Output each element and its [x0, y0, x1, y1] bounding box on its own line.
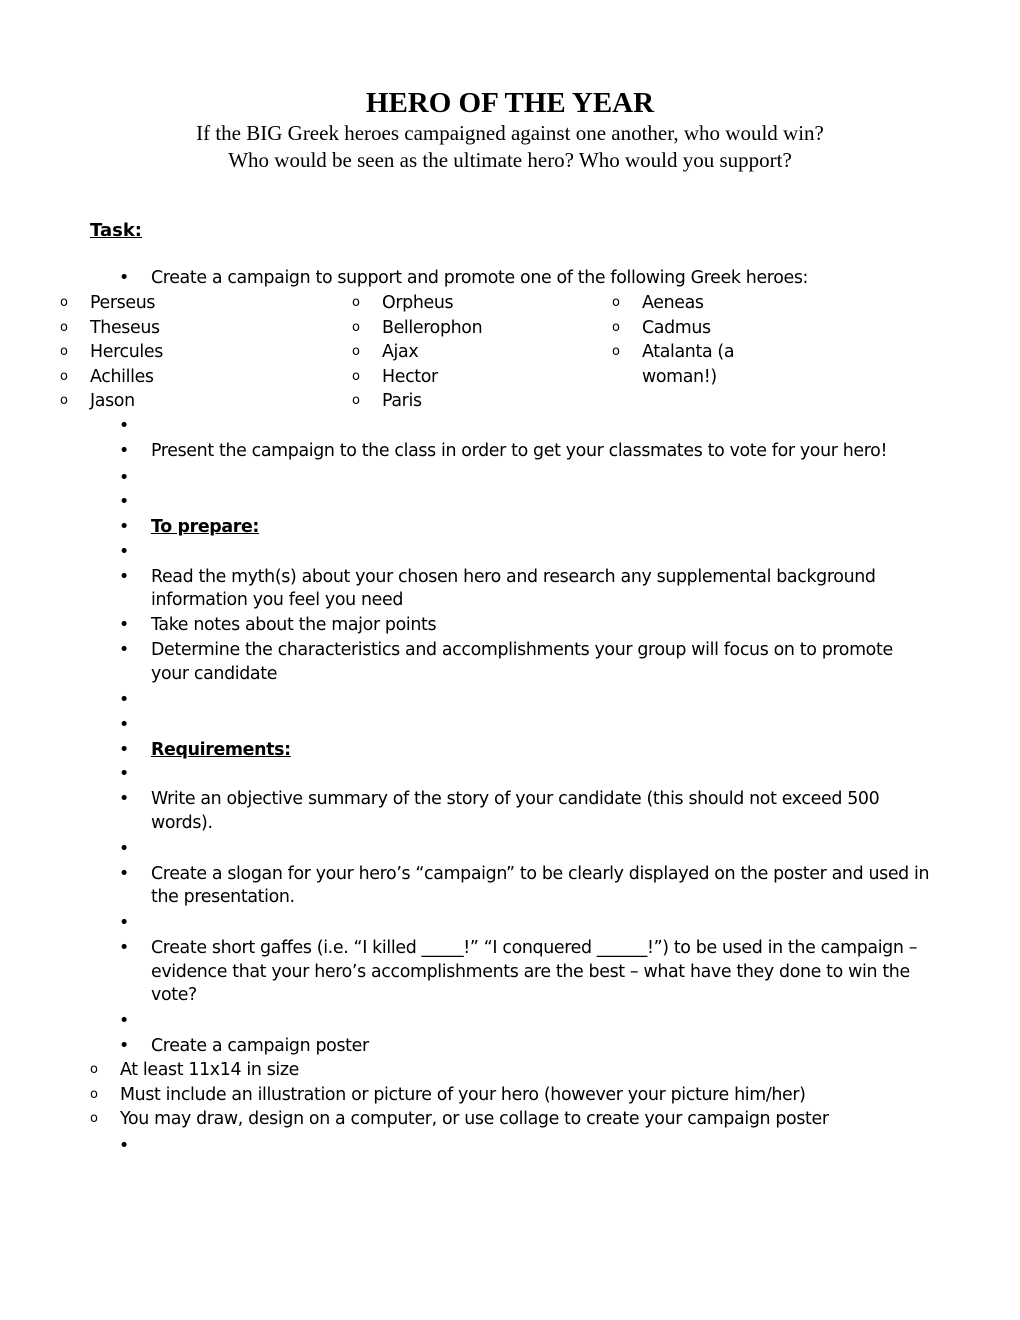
subitem-text: Hector: [382, 366, 438, 387]
poster-text: Create a campaign poster: [151, 1036, 369, 1057]
circle-bullet-icon: o: [612, 344, 620, 360]
subitem-text: Perseus: [90, 293, 156, 314]
circle-bullet-icon: o: [60, 368, 68, 384]
bullet-icon: •: [119, 789, 129, 810]
bullet-icon: •: [119, 764, 129, 785]
circle-bullet-icon: o: [352, 319, 360, 335]
subitem-text: Hercules: [90, 342, 163, 363]
heroes-column-3: [612, 291, 935, 414]
list-item: [0, 267, 1020, 414]
circle-bullet-icon: o: [90, 1062, 98, 1078]
subitem-text: Paris: [382, 391, 422, 412]
list-item: [0, 566, 1020, 613]
list-item: [0, 516, 1020, 539]
campaign-text: Create a campaign to support and promote one of the following Greek heroes:: [151, 268, 809, 288]
subitem-text: Cadmus: [642, 317, 711, 338]
empty-list-item: [0, 1010, 1020, 1033]
bullet-icon: •: [119, 1036, 129, 1057]
bullet-icon: •: [119, 863, 129, 884]
bullet-icon: •: [119, 492, 129, 513]
list-subitem: [322, 389, 675, 414]
circle-bullet-icon: o: [352, 295, 360, 311]
empty-list-item: [0, 491, 1020, 514]
circle-bullet-icon: o: [612, 319, 620, 335]
bullet-icon: •: [119, 1135, 129, 1156]
empty-list-item: [0, 541, 1020, 564]
list-subitem: [582, 316, 752, 341]
present-text: Present the campaign to the class in order to get your classmates to vote for your hero!: [151, 441, 888, 462]
task-heading: Task:: [90, 220, 142, 241]
bullet-icon: •: [119, 542, 129, 563]
list-item: [0, 863, 1020, 910]
list-item: [0, 639, 1020, 686]
bullet-icon: •: [119, 441, 129, 462]
subtitle-line-2: Who would be seen as the ultimate hero? Who would you support?: [228, 148, 792, 172]
empty-list-item: [0, 763, 1020, 786]
bullet-icon: •: [119, 838, 129, 859]
subitem-text: Jason: [90, 391, 135, 412]
read-text: Read the myth(s) about your chosen hero and research any supplemental background information you feel you need: [151, 567, 876, 611]
gaffes-text: Create short gaffes (i.e. “I killed _____!” “I conquered ______!”) to be used in the campaign – evidence that your hero’s accomplishments are the best – what have they done to win the vote?: [151, 938, 918, 1005]
list-item: [0, 739, 1020, 762]
empty-list-item: [0, 1135, 1020, 1158]
bullet-icon: •: [119, 517, 129, 538]
subitem-text: Aeneas: [642, 293, 704, 314]
page-title: HERO OF THE YEAR: [365, 87, 655, 119]
bullet-icon: •: [119, 689, 129, 710]
empty-list-item: [0, 912, 1020, 935]
summary-text: Write an objective summary of the story of your candidate (this should not exceed 500 words).: [151, 789, 880, 833]
empty-list-item: [0, 467, 1020, 490]
bullet-icon: •: [119, 268, 129, 288]
circle-bullet-icon: o: [90, 1086, 98, 1102]
notes-text: Take notes about the major points: [151, 615, 437, 636]
empty-list-item: [0, 689, 1020, 712]
empty-list-item: [0, 714, 1020, 737]
circle-bullet-icon: o: [612, 295, 620, 311]
list-item: [0, 1035, 1020, 1132]
circle-bullet-icon: o: [352, 368, 360, 384]
list-item: [0, 614, 1020, 637]
bullet-icon: •: [119, 714, 129, 735]
bullet-icon: •: [119, 567, 129, 588]
circle-bullet-icon: o: [60, 295, 68, 311]
slogan-text: Create a slogan for your hero’s “campaign” to be clearly displayed on the poster and used in the presentation.: [151, 863, 930, 908]
to-prepare-heading: To prepare:: [151, 517, 260, 538]
subitem-text: Bellerophon: [382, 317, 483, 338]
subitem-text: Theseus: [90, 317, 160, 338]
subitem-text: Achilles: [90, 366, 154, 387]
requirements-heading: Requirements:: [151, 739, 291, 760]
circle-bullet-icon: o: [60, 344, 68, 360]
bullet-icon: •: [119, 467, 129, 488]
subitem-text: Ajax: [382, 342, 419, 363]
bullet-icon: •: [119, 938, 129, 959]
bullet-icon: •: [119, 640, 129, 661]
circle-bullet-icon: o: [60, 319, 68, 335]
subitem-text: At least 11x14 in size: [120, 1060, 300, 1081]
bullet-icon: •: [119, 1011, 129, 1032]
subitem-text: You may draw, design on a computer, or use collage to create your campaign poster: [120, 1109, 829, 1130]
list-subitem: [582, 291, 752, 316]
empty-list-item: [0, 415, 1020, 438]
list-subitem: [60, 1058, 935, 1083]
list-subitem: [582, 340, 752, 389]
circle-bullet-icon: o: [90, 1111, 98, 1127]
subtitle-line-1: If the BIG Greek heroes campaigned against one another, who would win?: [196, 121, 824, 145]
task-list: [0, 267, 1020, 1160]
bullet-icon: •: [119, 615, 129, 636]
subitem-text: Atalanta (a woman!): [642, 342, 735, 387]
subitem-text: Must include an illustration or picture of your hero (however your picture him/her): [120, 1084, 806, 1105]
document-header: [0, 86, 1020, 174]
list-subitem: [60, 1083, 935, 1108]
bullet-icon: •: [119, 739, 129, 760]
list-item: [0, 440, 1020, 463]
circle-bullet-icon: o: [60, 393, 68, 409]
list-item: [0, 937, 1020, 1007]
subitem-text: Orpheus: [382, 293, 454, 314]
list-subitem: [60, 1107, 935, 1132]
bullet-icon: •: [119, 913, 129, 934]
circle-bullet-icon: o: [352, 393, 360, 409]
bullet-icon: •: [119, 416, 129, 437]
empty-list-item: [0, 838, 1020, 861]
heroes-columns: [0, 291, 935, 414]
list-item: [0, 788, 1020, 835]
circle-bullet-icon: o: [352, 344, 360, 360]
determine-text: Determine the characteristics and accomplishments your group will focus on to promote your candidate: [151, 640, 893, 684]
